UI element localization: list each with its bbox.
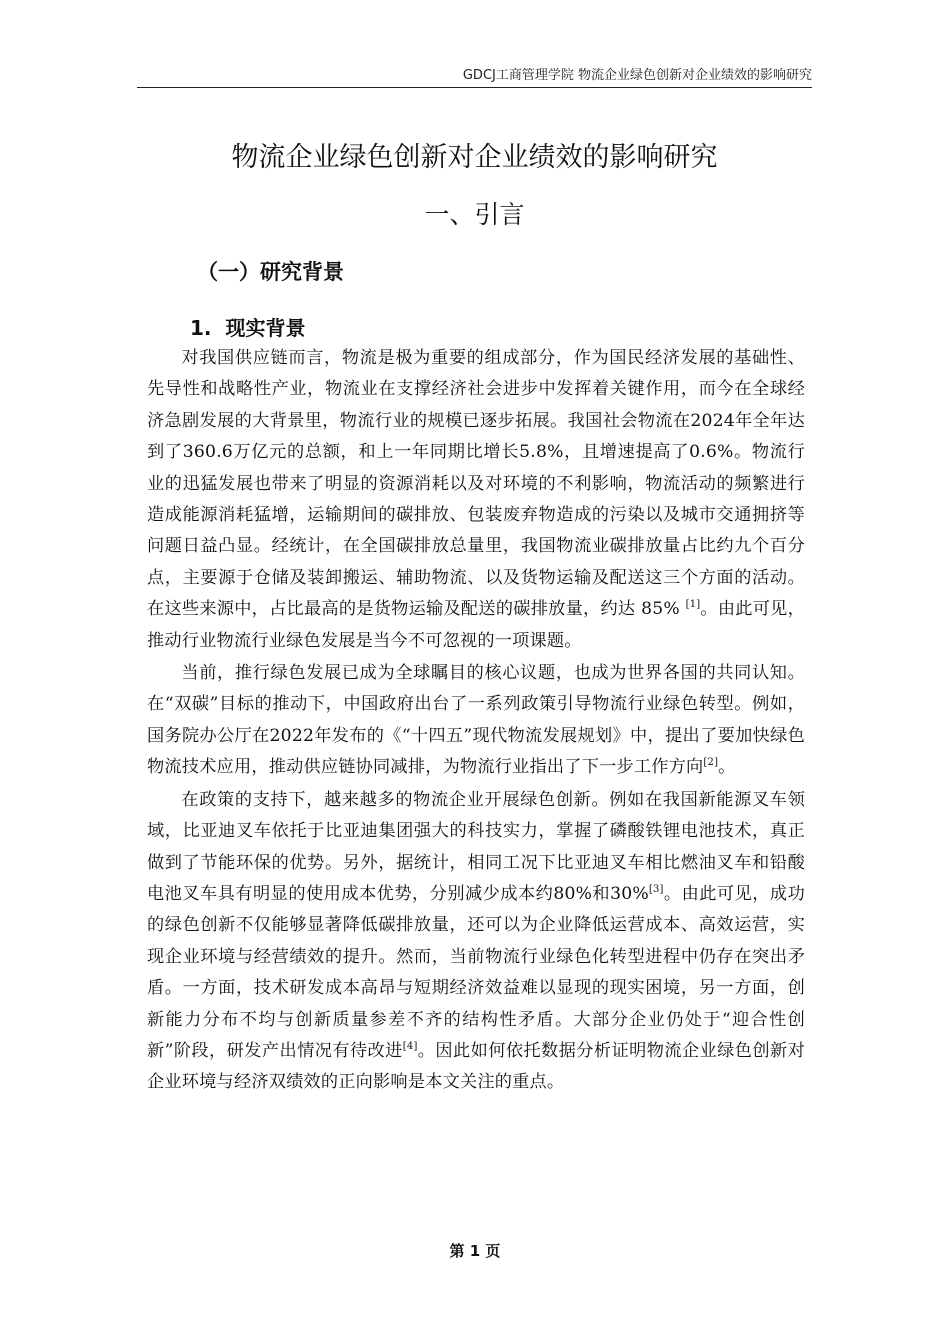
subsection-heading [190, 313, 306, 343]
paragraph-3-text-end: 。因此如何依托数据分析证明物流企业绿色创新对企业环境与经济双绩效的正向影响是本文关注的重点。 [147, 1040, 805, 1093]
subsection-title: 现实背景 [225, 316, 306, 340]
page-number: 第 1 页 [449, 1242, 501, 1260]
citation-3: [3] [648, 883, 664, 895]
paragraph-3-text: 在政策的支持下，越来越多的物流企业开展绿色创新。例如在我国新能源叉车领域，比亚迪叉车依托于比亚迪集团强大的科技实力，掌握了磷酸铁锂电池技术，真正做到了节能环保的优势。另外，据统计，相同工况下比亚迪叉车相比燃油叉车和铅酸电池叉车具有明显的使用成本优势，分别减少成本约80%和30% [147, 789, 805, 904]
body-text [147, 343, 805, 1099]
subsection-number: 1. [190, 316, 212, 340]
chapter-heading: 一、引言 [424, 200, 525, 229]
document-title: 物流企业绿色创新对企业绩效的影响研究 [231, 142, 718, 173]
paragraph-2 [147, 658, 805, 784]
citation-4: [4] [402, 1040, 418, 1052]
citation-2: [2] [703, 757, 719, 769]
paragraph-2-text: 当前，推行绿色发展已成为全球瞩目的核心议题，也成为世界各国的共同认知。在“双碳”目标的推动下，中国政府出台了一系列政策引导物流行业绿色转型。例如，国务院办公厅在2022年发布的《“十四五”现代物流发展规划》中，提出了要加快绿色物流技术应用，推动供应链协同减排，为物流行业指出了下一步工作方向 [147, 663, 805, 778]
paragraph-1-text: 对我国供应链而言，物流是极为重要的组成部分，作为国民经济发展的基础性、先导性和战略性产业，物流业在支撑经济社会进步中发挥着关键作用，而今在全球经济急剧发展的大背景里，物流行业的规模已逐步拓展。我国社会物流在2024年全年达到了360.6万亿元的总额，和上一年同期比增长5.8%，且增速提高了0.6%。物流行业的迅猛发展也带来了明显的资源消耗以及对环境的不利影响，物流活动的频繁进行造成能源消耗猛增，运输期间的碳排放、包装废弃物造成的污染以及城市交通拥挤等问题日益凸显。经统计，在全国碳排放总量里，我国物流业碳排放量占比约九个百分点，主要源于仓储及装卸搬运、辅助物流、以及货物运输及配送这三个方面的活动。在这些来源中，占比最高的是货物运输及配送的碳排放量，约达 85% [147, 348, 805, 620]
paragraph-2-text-end: 。 [718, 757, 736, 778]
paragraph-1-text-end: 。由此可见，推动行业物流行业绿色发展是当今不可忽视的一项课题。 [147, 599, 806, 651]
paragraph-3-text-mid: 。由此可见，成功的绿色创新不仅能够显著降低碳排放量，还可以为企业降低运营成本、高效运营，实现企业环境与经营绩效的提升。然而，当前物流行业绿色化转型进程中仍存在突出矛盾。一方面，技术研发成本高昂与短期经济效益难以显现的现实困境，另一方面，创新能力分布不均与创新质量参差不齐的结构性矛盾。大部分企业仍处于“迎合性创新”阶段，研发产出情况有待改进 [147, 883, 805, 1061]
section-heading: （一）研究背景 [197, 260, 344, 284]
header-rule [137, 87, 812, 88]
citation-1: [1] [685, 599, 701, 611]
running-head: GDCJ工商管理学院 物流企业绿色创新对企业绩效的影响研究 [462, 68, 812, 83]
paragraph-3 [147, 785, 805, 1099]
paragraph-1 [147, 343, 805, 657]
